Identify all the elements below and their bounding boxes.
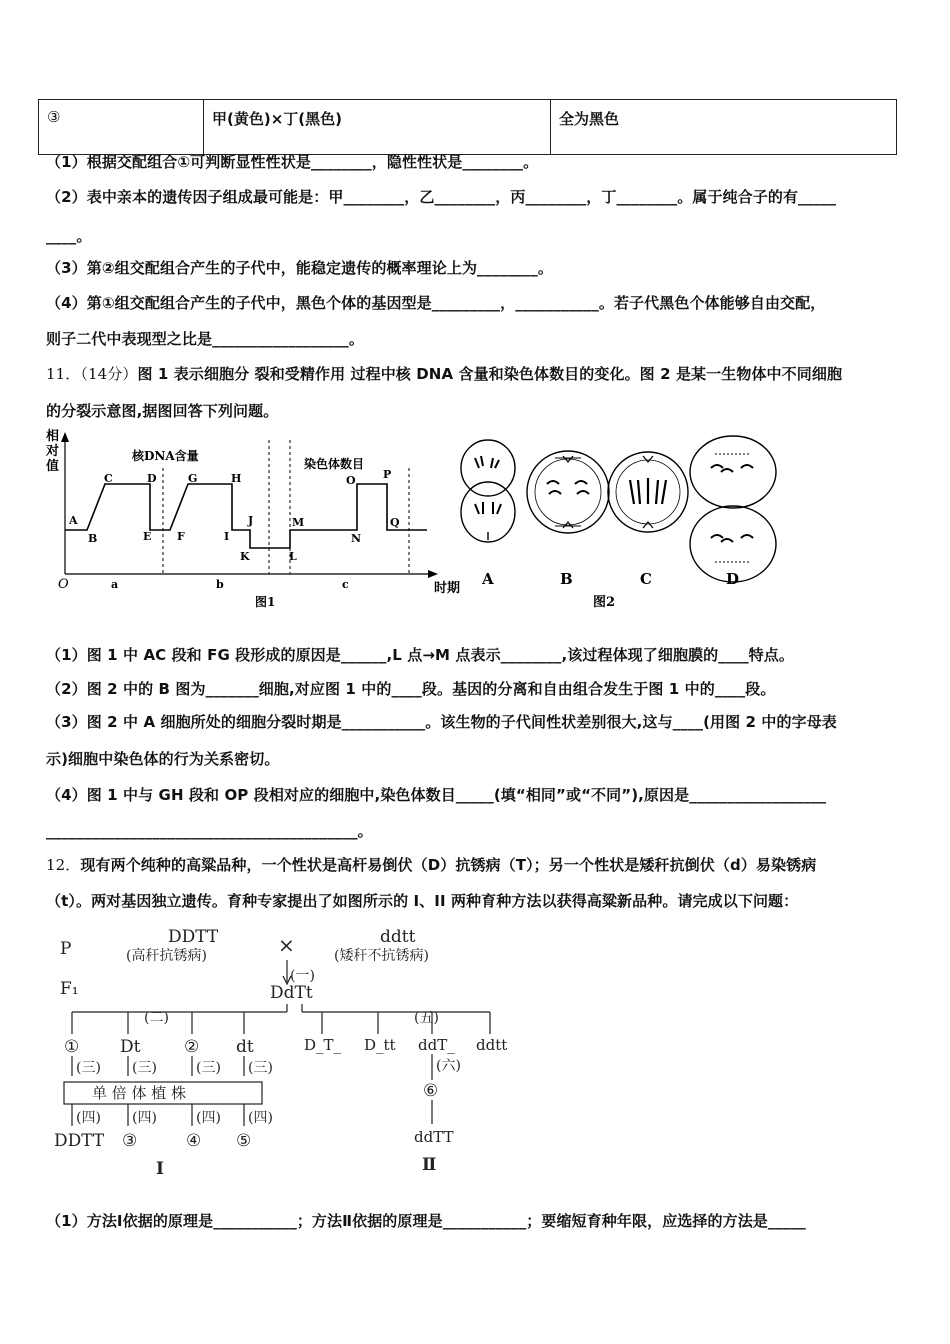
gamete-3: ② [184, 1037, 200, 1057]
figure-2 [455, 432, 785, 612]
result-3: ④ [186, 1131, 202, 1151]
method-2-label: Ⅱ [422, 1155, 437, 1175]
q11-text: 图 1 表示细胞分 裂和受精作用 过程中核 DNA 含量和染色体数目的变化。图 2 是某一生物体中不同细胞 [137, 365, 843, 383]
q10-line1: （1）根据交配组合①可判断显性性状是________，隐性性状是________。 [46, 153, 539, 171]
phase-a: a [111, 578, 119, 591]
point-J: J [248, 514, 254, 527]
point-G: G [188, 472, 198, 485]
q11-sub6: _________________________________________。 [46, 822, 373, 840]
step-4-b: (四) [132, 1110, 157, 1126]
result-1: DDTT [54, 1131, 105, 1151]
point-M: M [292, 516, 305, 529]
cell-A [461, 440, 515, 542]
figure-2-caption: 图2 [593, 595, 616, 610]
gamete-2: Dt [120, 1037, 141, 1057]
point-D: D [147, 472, 157, 485]
q10-line4: （3）第②组交配组合产生的子代中，能稳定遗传的概率理论上为________。 [46, 259, 553, 277]
row-number: ③ [39, 100, 204, 155]
phase-c: c [342, 578, 349, 591]
parent-2-desc: (矮秆不抗锈病) [334, 948, 429, 964]
step-4-d: (四) [248, 1110, 273, 1126]
step-2: (二) [144, 1010, 169, 1026]
breeding-diagram [52, 924, 532, 1184]
cross-table [38, 99, 897, 155]
label-F1: F₁ [60, 979, 79, 999]
point-P: P [383, 468, 392, 481]
y-label-1: 相 [46, 429, 60, 444]
cell-label-C: C [640, 570, 652, 588]
step-1: (一) [290, 968, 315, 984]
result-2: ③ [122, 1131, 138, 1151]
gamete-4: dt [236, 1037, 254, 1057]
step-5: (五) [414, 1010, 439, 1026]
y-label-2: 对 [46, 444, 60, 459]
q10-line2: （2）表中亲本的遗传因子组成最可能是：甲________，乙________，丙________，丁________。属于纯合子的有_____ [46, 188, 837, 206]
q10-line3: ____。 [46, 227, 92, 245]
q11-sub1: （1）图 1 中 AC 段和 FG 段形成的原因是______,L 点→M 点表示________,该过程体现了细胞膜的____特点。 [46, 646, 794, 664]
point-C: C [104, 472, 113, 485]
q11-sub4: 示)细胞中染色体的行为关系密切。 [46, 750, 280, 768]
step-4-a: (四) [76, 1110, 101, 1126]
q12-line1 [46, 854, 816, 875]
final-genotype: ddTT [414, 1128, 454, 1146]
step-3-c: (三) [196, 1060, 221, 1076]
q12-sub1: （1）方法Ⅰ依据的原理是___________；方法Ⅱ依据的原理是___________；要缩短育种年限，应选择的方法是_____ [46, 1212, 806, 1230]
point-H: H [231, 472, 242, 485]
q11-sub3: （3）图 2 中 A 细胞所处的细胞分裂时期是___________。该生物的子代间性状差别很大,这与____(用图 2 中的字母表 [46, 713, 837, 731]
cell-B [527, 451, 609, 533]
row-result: 全为黑色 [551, 100, 897, 155]
cell-label-A: A [482, 570, 494, 588]
cell-C [608, 452, 688, 532]
point-F: F [177, 530, 185, 543]
f2-3: ddT_ [418, 1036, 455, 1054]
point-E: E [143, 530, 152, 543]
result-4: ⑤ [236, 1131, 252, 1151]
q12-prefix: 12． [46, 856, 81, 874]
step-3-d: (三) [248, 1060, 273, 1076]
point-N: N [351, 532, 362, 545]
parent-1-desc: (高秆抗锈病) [126, 948, 207, 964]
cell-D [690, 436, 776, 582]
point-O: O [346, 474, 356, 487]
point-A: A [69, 514, 78, 527]
table-row [39, 100, 897, 155]
point-K: K [240, 550, 250, 563]
point-Q: Q [390, 516, 400, 529]
q10-line5: （4）第①组交配组合产生的子代中，黑色个体的基因型是_________，___________。若子代黑色个体能够自由交配， [46, 294, 826, 312]
q12-line2: （t）。两对基因独立遗传。育种专家提出了如图所示的 I、II 两种育种方法以获得高粱新品种。请完成以下问题： [46, 892, 799, 910]
time-label: 时期 [434, 581, 460, 596]
step-3-b: (三) [132, 1060, 157, 1076]
haploid-box: 单 倍 体 植 株 [92, 1084, 187, 1102]
q10-line6: 则子二代中表现型之比是__________________。 [46, 330, 365, 348]
q11-line2: 的分裂示意图,据图回答下列问题。 [46, 402, 279, 420]
label-P: P [60, 939, 72, 959]
q11-sub2: （2）图 2 中的 B 图为_______细胞,对应图 1 中的____段。基因的分离和自由组合发生于图 1 中的____段。 [46, 680, 776, 698]
figure-1-caption: 图1 [255, 595, 276, 609]
q11-prefix: 11．（14分） [46, 365, 138, 383]
step-4-c: (四) [196, 1110, 221, 1126]
origin-label: O [58, 577, 69, 592]
point-L: L [289, 550, 297, 563]
method-1-label: I [156, 1159, 164, 1179]
chrom-title: 染色体数目 [304, 457, 365, 471]
figure-1 [40, 428, 460, 618]
y-label-3: 值 [46, 459, 60, 474]
parent-2: ddtt [380, 927, 416, 947]
point-B: B [88, 532, 98, 545]
q11-line1 [46, 363, 842, 384]
parent-1: DDTT [168, 927, 219, 947]
cross-sign: × [278, 933, 295, 957]
row-cross: 甲(黄色)×丁(黑色) [204, 100, 551, 155]
f2-1: D_T_ [304, 1036, 342, 1054]
circle-6: ⑥ [423, 1081, 439, 1101]
q12-text: 现有两个纯种的高粱品种，一个性状是高杆易倒伏（D）抗锈病（T）；另一个性状是矮秆抗倒伏（d）易染锈病 [80, 856, 817, 874]
gamete-1: ① [64, 1037, 80, 1057]
step-3-a: (三) [76, 1060, 101, 1076]
dna-title: 核DNA含量 [132, 449, 199, 463]
f1-genotype: DdTt [270, 983, 313, 1003]
step-6: (六) [436, 1058, 461, 1074]
cell-label-B: B [560, 570, 573, 588]
f2-2: D_tt [364, 1036, 396, 1054]
phase-b: b [216, 578, 224, 591]
point-I: I [224, 530, 230, 543]
f2-4: ddtt [476, 1036, 508, 1054]
cell-label-D: D [726, 570, 740, 588]
q11-sub5: （4）图 1 中与 GH 段和 OP 段相对应的细胞中,染色体数目_____(填“相同”或“不同”),原因是__________________ [46, 786, 827, 804]
